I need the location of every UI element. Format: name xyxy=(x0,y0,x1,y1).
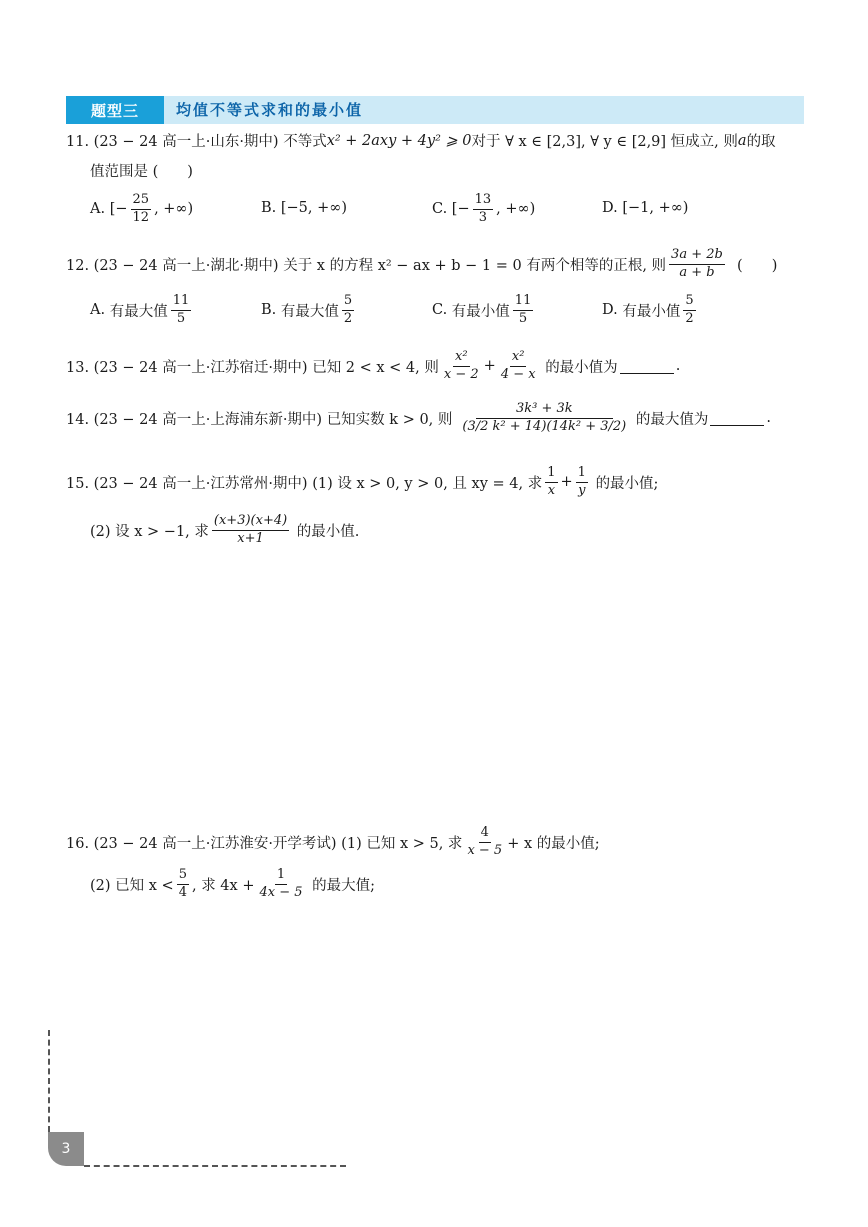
q11-option-d[interactable] xyxy=(602,200,688,216)
option-text: 有最大值 xyxy=(280,303,339,320)
question-16-part-2 xyxy=(90,868,375,901)
option-text: 有最大值 xyxy=(109,303,168,320)
fraction-numerator: 3k³ + 3k xyxy=(476,402,613,419)
option-label: B. xyxy=(261,200,277,216)
fraction-denominator: y xyxy=(578,482,586,498)
plus-sign: + xyxy=(483,358,496,375)
q16-stem: 16. (23 − 24 高一上·江苏淮安·开学考试) (1) 已知 x > 5, 求 xyxy=(66,835,463,852)
option-tail: , +∞) xyxy=(496,201,536,218)
fraction-denominator: x+1 xyxy=(237,530,264,546)
option-label: C. xyxy=(432,302,448,319)
q16-part2-fraction-2 xyxy=(257,868,304,901)
option-tail: , +∞) xyxy=(154,201,194,218)
option-text: 有最小值 xyxy=(622,303,681,320)
fraction-numerator: 13 xyxy=(473,193,494,210)
q15-fraction-2 xyxy=(576,466,588,499)
question-12-line-1 xyxy=(66,248,777,281)
option-fraction xyxy=(171,294,192,327)
q15-stem: 15. (23 − 24 高一上·江苏常州·期中) (1) 设 x > 0, y > 0, 且 xy = 4, 求 xyxy=(66,475,543,492)
fraction-denominator: 4x − 5 xyxy=(259,884,303,900)
option-label: A. xyxy=(90,201,106,218)
q13-answer-blank[interactable] xyxy=(620,359,674,374)
q13-stem: 13. (23 − 24 高一上·江苏宿迁·期中) 已知 2 < x < 4, 则 xyxy=(66,359,439,376)
fraction-denominator: 2 xyxy=(685,310,694,326)
q12-answer-paren: ( ) xyxy=(737,257,778,274)
section-title: 均值不等式求和的最小值 xyxy=(176,101,364,119)
section-tag: 题型三 xyxy=(66,96,164,124)
q15-part2-stem: (2) 设 x > −1, 求 xyxy=(90,523,209,540)
q15-part2-fraction xyxy=(212,514,289,547)
question-13 xyxy=(66,350,680,383)
option-label: D. xyxy=(602,200,618,216)
fraction-numerator: 5 xyxy=(683,294,695,311)
option-fraction xyxy=(131,193,152,226)
option-bracket: [− xyxy=(109,201,128,218)
q14-fraction xyxy=(460,402,628,435)
q12-option-a[interactable] xyxy=(90,294,194,327)
option-fraction xyxy=(513,294,534,327)
fraction-denominator: 12 xyxy=(132,209,150,225)
q13-fraction-2 xyxy=(499,350,538,383)
q11-stem-b: 对于 ∀ x ∈ [2,3], ∀ y ∈ [2,9] 恒成立, 则 xyxy=(471,134,738,150)
fraction-denominator: x − 5 xyxy=(467,842,503,858)
fraction-numerator: 25 xyxy=(131,193,152,210)
q11-option-c[interactable] xyxy=(432,193,535,226)
fraction-denominator: a + b xyxy=(679,264,715,280)
q12-stem: 12. (23 − 24 高一上·湖北·期中) 关于 x 的方程 x² − ax + b − 1 = 0 有两个相等的正根, 则 xyxy=(66,257,667,274)
option-label: B. xyxy=(261,302,277,319)
fraction-numerator: 11 xyxy=(513,294,534,311)
fraction-denominator: 4 xyxy=(178,884,187,900)
fraction-denominator: 5 xyxy=(176,310,186,326)
fraction-numerator: 1 xyxy=(275,868,287,885)
option-label: D. xyxy=(602,302,618,319)
option-text: 有最小值 xyxy=(451,303,510,320)
q16-part2-mid: , 求 4x + xyxy=(191,877,255,894)
q11-variable: a xyxy=(737,132,747,149)
q16-part2-fraction-1 xyxy=(177,868,189,901)
fraction-denominator: x xyxy=(547,482,556,498)
q12-option-c[interactable] xyxy=(432,294,536,327)
fraction-numerator: 5 xyxy=(177,868,189,885)
q14-tail: 的最大值为 xyxy=(635,411,709,428)
option-label: A. xyxy=(90,302,106,319)
q15-fraction-1 xyxy=(545,466,557,499)
fraction-denominator: 5 xyxy=(518,310,528,326)
fraction-numerator: x² xyxy=(453,350,470,367)
q16-part2-stem: (2) 已知 x < xyxy=(90,877,174,894)
q13-period: . xyxy=(675,358,681,375)
q15-part2-tail: 的最小值. xyxy=(296,523,360,540)
q11-stem-c: 的取 xyxy=(746,134,776,150)
plus-sign: + xyxy=(560,474,573,491)
question-11-line-1 xyxy=(66,130,776,151)
question-16-part-1 xyxy=(66,826,600,859)
question-15-part-2 xyxy=(90,514,359,547)
question-14 xyxy=(66,402,771,435)
q13-tail: 的最小值为 xyxy=(545,359,618,376)
fraction-numerator: (x+3)(x+4) xyxy=(212,514,289,531)
page-border-dashed-vertical xyxy=(48,1030,50,1132)
q14-stem: 14. (23 − 24 高一上·上海浦东新·期中) 已知实数 k > 0, 则 xyxy=(66,411,453,428)
option-fraction xyxy=(683,294,695,327)
q11-stem-a: 11. (23 − 24 高一上·山东·期中) 不等式 xyxy=(66,134,327,150)
q14-answer-blank[interactable] xyxy=(710,411,764,426)
option-text: [−1, +∞) xyxy=(622,200,689,216)
question-11-line-2: 值范围是 ( ) xyxy=(90,164,193,180)
q16-fraction-1 xyxy=(465,826,504,859)
fraction-denominator: 4 − x xyxy=(500,366,536,382)
fraction-numerator: 5 xyxy=(342,294,354,311)
q15-tail: 的最小值; xyxy=(595,475,659,492)
q12-option-d[interactable] xyxy=(602,294,699,327)
option-text: [−5, +∞) xyxy=(280,200,348,216)
q16-part2-tail: 的最大值; xyxy=(312,877,376,894)
fraction-denominator: (3/2 k² + 14)(14k² + 3/2) xyxy=(462,418,627,434)
page-number: 3 xyxy=(48,1132,84,1166)
q11-option-a[interactable] xyxy=(90,193,193,226)
q14-period: . xyxy=(766,410,771,427)
fraction-denominator: 2 xyxy=(343,310,353,326)
option-bracket: [− xyxy=(451,201,470,218)
q13-fraction-1 xyxy=(442,350,481,383)
fraction-numerator: 1 xyxy=(576,466,588,483)
option-label: C. xyxy=(432,201,448,218)
q11-inequality: x² + 2axy + 4y² ⩾ 0 xyxy=(326,132,472,149)
option-fraction xyxy=(342,294,354,327)
page-border-dashed-horizontal xyxy=(84,1165,346,1167)
fraction-numerator: 1 xyxy=(545,466,557,483)
question-15-part-1 xyxy=(66,466,658,499)
option-fraction xyxy=(473,193,494,226)
fraction-numerator: 11 xyxy=(171,294,192,311)
fraction-numerator: x² xyxy=(510,350,527,367)
fraction-denominator: 3 xyxy=(478,209,488,225)
fraction-denominator: x − 2 xyxy=(443,366,479,382)
fraction-numerator: 4 xyxy=(479,826,491,843)
q12-option-b[interactable] xyxy=(261,294,357,327)
q11-option-b[interactable] xyxy=(261,200,347,216)
fraction-numerator: 3a + 2b xyxy=(669,248,725,265)
q12-fraction xyxy=(669,248,725,281)
q16-tail: + x 的最小值; xyxy=(507,835,600,852)
